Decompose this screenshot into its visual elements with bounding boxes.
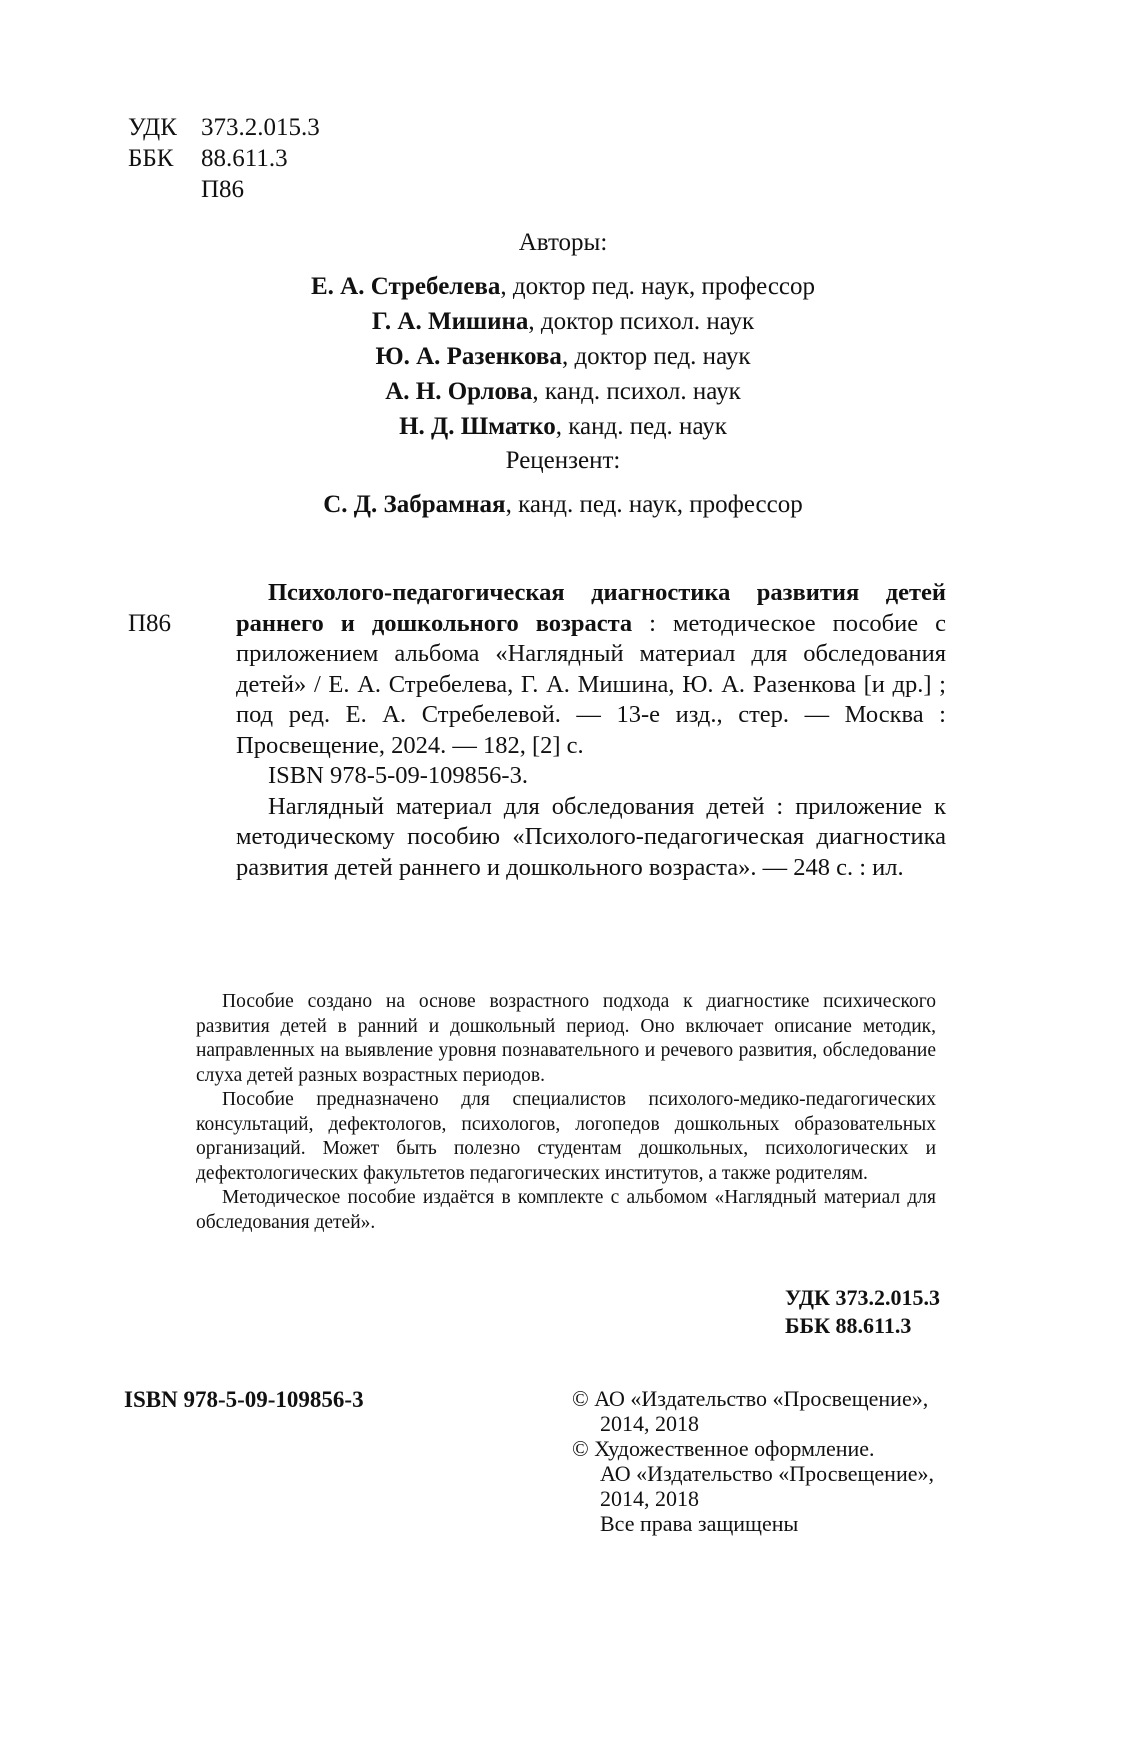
bottom-classification-block — [785, 1284, 940, 1340]
bibliographic-record — [128, 578, 946, 883]
record-main-entry — [236, 578, 946, 761]
author-name: Н. Д. Шматко — [399, 413, 556, 440]
author-name: Е. А. Стребелева — [310, 273, 501, 300]
record-body — [236, 578, 946, 883]
classification-block — [128, 112, 320, 205]
author-entry — [0, 339, 1126, 374]
reviewer-name: С. Д. Забрамная — [323, 491, 506, 518]
author-entry — [0, 304, 1126, 339]
bottom-udk: УДК 373.2.015.3 — [784, 1285, 940, 1310]
copyright-line: АО «Издательство «Просвещение», — [600, 1461, 934, 1486]
author-name: Г. А. Мишина — [371, 308, 529, 335]
record-album-note: Наглядный материал для обследования детей : приложение к методическому пособию «Психолого-педагогическая диагностика развития детей раннего и дошкольного возраста». — 248 с. : ил. — [236, 792, 946, 881]
isbn-bottom: ISBN 978-5-09-109856-3 — [124, 1387, 364, 1412]
annotation-paragraph: Пособие создано на основе возрастного подхода к диагностике психического развития детей в ранний и дошкольный период. Оно включает описание методик, направленных на выявление уровня познавательного и речевого развития, обследование слуха детей разных возрастных периодов. — [196, 991, 936, 1086]
author-degree: , канд. психол. наук — [532, 378, 741, 405]
record-isbn: ISBN 978-5-09-109856-3. — [268, 762, 528, 789]
shelf-mark-top: П86 — [201, 176, 245, 203]
author-entry — [0, 409, 1126, 444]
copyright-line: © Художественное оформление. — [572, 1436, 875, 1461]
copyright-line: © АО «Издательство «Просвещение», — [572, 1386, 929, 1411]
author-degree: , доктор пед. наук — [561, 343, 751, 370]
author-entry — [0, 374, 1126, 409]
udk-row — [128, 112, 320, 143]
author-name: Ю. А. Разенкова — [375, 343, 562, 370]
copyright-line: Все права защищены — [600, 1511, 799, 1536]
reviewer-degree: , канд. пед. наук, профессор — [505, 491, 803, 518]
shelf-mark-record: П86 — [128, 610, 172, 637]
bbk-value: 88.611.3 — [201, 145, 288, 172]
author-degree: , доктор пед. наук, профессор — [500, 273, 816, 300]
udk-label: УДК — [128, 114, 177, 141]
bbk-label: ББК — [128, 145, 174, 172]
bbk-row — [128, 143, 320, 174]
author-degree: , доктор психол. наук — [528, 308, 755, 335]
reviewer-block — [0, 444, 1126, 522]
colophon-block — [0, 1386, 1126, 1586]
author-name: А. Н. Орлова — [385, 378, 533, 405]
authors-heading: Авторы: — [518, 229, 608, 256]
copyright-line: 2014, 2018 — [600, 1411, 699, 1436]
record-title: Психолого-педагогическая диагностика развития детей раннего и дошкольного возраста — [236, 579, 946, 637]
authors-block — [0, 226, 1126, 444]
copyright-line: 2014, 2018 — [600, 1486, 699, 1511]
annotation-block — [196, 990, 936, 1235]
udk-value: 373.2.015.3 — [201, 114, 320, 141]
record-imprint: : методическое пособие с приложением альбома «Наглядный материал для обследования детей» / Е. А. Стребелева, Г. А. Мишина, Ю. А. Разенкова [и др.] ; под ред. Е. А. Стребелевой. — 13-е изд., стер. — Москва : Просвещение, 2024. — 182, [2] с. — [236, 609, 946, 759]
bottom-bbk: ББК 88.611.3 — [784, 1313, 912, 1338]
author-entry — [0, 269, 1126, 304]
copyright-block — [572, 1386, 992, 1536]
annotation-paragraph: Методическое пособие издаётся в комплекте с альбомом «Наглядный материал для обследования детей». — [196, 1187, 936, 1233]
reviewer-entry — [0, 487, 1126, 522]
reviewer-heading: Рецензент: — [505, 447, 621, 474]
annotation-paragraph: Пособие предназначено для специалистов психолого-медико-педагогических консультаций, дефектологов, психологов, логопедов дошкольных образовательных организаций. Может быть полезно студентам дошкольных, психологических и дефектологических факультетов педагогических институтов, а также родителям. — [196, 1089, 936, 1184]
author-degree: , канд. пед. наук — [555, 413, 727, 440]
